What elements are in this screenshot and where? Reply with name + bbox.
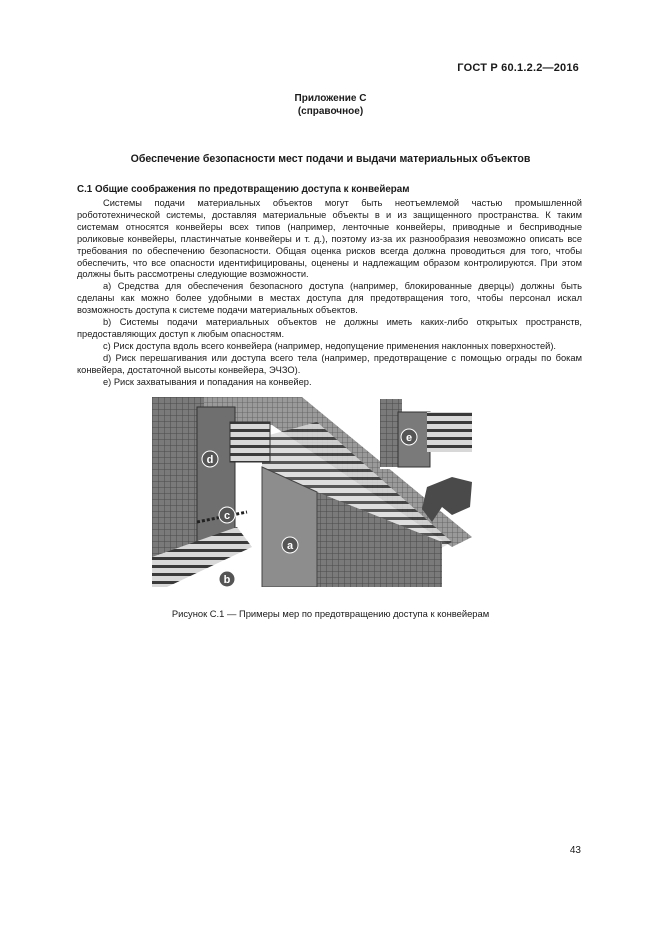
callout-b (219, 571, 235, 587)
annex-heading (0, 92, 661, 118)
door-d (197, 407, 235, 547)
paragraph: е) Риск захватывания и попадания на конвейер. (103, 376, 312, 387)
svg-text:b: b (223, 574, 231, 586)
inset-conveyor (427, 412, 472, 452)
conveyor-safety-figure (152, 397, 477, 587)
paragraph: d) Риск перешагивания или доступа всего тела (например, предотвращение с помощью ограды по бокам конвейера, достаточной высоты конвейера, ЭЧЗО). (77, 352, 582, 375)
body-text (77, 198, 582, 389)
annex-title: Приложение С (294, 93, 367, 104)
callout-e (401, 429, 417, 445)
svg-text:c: c (223, 510, 231, 522)
conveyor-upper (230, 422, 270, 462)
paragraph: b) Системы подачи материальных объектов не должны иметь каких-либо открытых пространств, предоставляющих доступ к любым опасностям. (77, 317, 582, 339)
annex-subtitle: (справочное) (297, 106, 364, 117)
paragraph: c) Риск доступа вдоль всего конвейера (например, недопущение применения наклонных поверхностей). (103, 340, 557, 351)
robot-silhouette (422, 477, 472, 522)
fence-left (152, 397, 204, 562)
paragraph: а) Средства для обеспечения безопасного доступа (например, блокированные дверцы) должны быть сделаны как можно более удобными в местах доступа для предотвращения того, чтобы персонал искал возможность доступа к системе подачи материальных объектов. (77, 281, 582, 316)
svg-text:a: a (286, 540, 294, 552)
svg-text:e: e (405, 432, 413, 444)
section-heading: С.1 Общие соображения по предотвращению доступа к конвейерам (77, 184, 410, 195)
paragraph: Системы подачи материальных объектов могут быть неотъемлемой частью промышленной робототехнической системы, доставляя материальные объекты в и из защищенного пространства. К таким системам относятся конвейеры всех типов (например, ленточные конвейеры, приводные и бесприводные роликовые конвейеры, пластинчатые конвейеры и т. д.), поэтому из-за их разнообразия невозможно описать все требования по обеспечению безопасности. Общая оценка рисков всегда должна проводиться для того, чтобы обеспечить, что все опасности идентифицированы, оценены и надлежащим образом контролируются. При этом должны быть рассмотрены следующие возможности. (77, 198, 582, 280)
standard-number: ГОСТ Р 60.1.2.2—2016 (457, 62, 579, 74)
callout-d (202, 451, 218, 467)
callout-a (282, 537, 298, 553)
page-number: 43 (569, 845, 581, 856)
callout-c (219, 507, 235, 523)
figure-caption: Рисунок С.1 — Примеры мер по предотвращению доступа к конвейерам (171, 608, 490, 619)
svg-text:d: d (206, 454, 214, 466)
document-title: Обеспечение безопасности мест подачи и выдачи материальных объектов (130, 153, 531, 165)
